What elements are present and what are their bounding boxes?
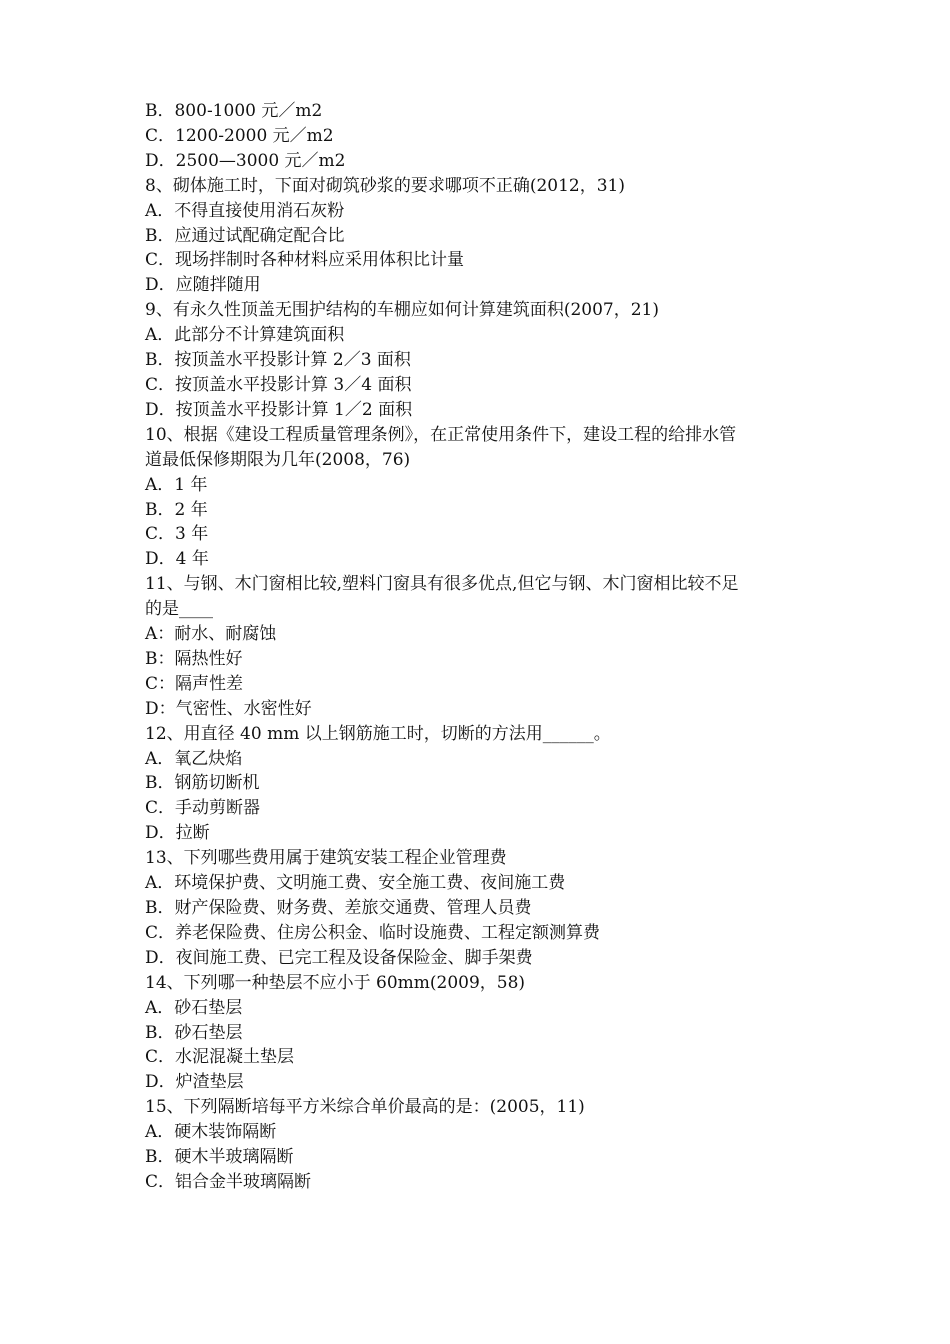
question-line: 8、砌体施工时，下面对砌筑砂浆的要求哪项不正确(2012，31) — [145, 175, 625, 196]
option-line: A．不得直接使用消石灰粉 — [145, 200, 345, 221]
option-line: C．1200-2000 元／m2 — [145, 125, 334, 146]
option-line: B．钢筋切断机 — [145, 773, 260, 794]
question-line: 11、与钢、木门窗相比较,塑料门窗具有很多优点,但它与钢、木门窗相比较不足 — [145, 574, 739, 595]
option-line: D．2500—3000 元／m2 — [145, 150, 346, 171]
option-line: A．1 年 — [145, 474, 208, 495]
option-line: A．氧乙炔焰 — [145, 748, 243, 769]
option-line: C：隔声性差 — [145, 673, 244, 694]
option-line: B．砂石垫层 — [145, 1022, 243, 1043]
option-line: C．铝合金半玻璃隔断 — [145, 1171, 312, 1192]
option-line: C．水泥混凝土垫层 — [145, 1047, 295, 1068]
option-line: A．砂石垫层 — [145, 997, 243, 1018]
option-line: C．3 年 — [145, 524, 209, 545]
option-line: A．此部分不计算建筑面积 — [145, 325, 345, 346]
option-line: D．按顶盖水平投影计算 1／2 面积 — [145, 399, 413, 420]
option-line: D．炉渣垫层 — [145, 1072, 244, 1093]
option-line: D．夜间施工费、已完工程及设备保险金、脚手架费 — [145, 947, 533, 968]
option-line: D．4 年 — [145, 549, 209, 570]
option-line: B：隔热性好 — [145, 648, 243, 669]
question-line: 15、下列隔断培每平方米综合单价最高的是：(2005，11) — [145, 1097, 585, 1118]
option-line: D：气密性、水密性好 — [145, 698, 312, 719]
option-line: B．800-1000 元／m2 — [145, 101, 323, 121]
option-line: B．应通过试配确定配合比 — [145, 225, 345, 246]
option-line: D．应随拌随用 — [145, 275, 261, 296]
option-line: D．拉断 — [145, 823, 210, 844]
question-line: 10、根据《建设工程质量管理条例》，在正常使用条件下，建设工程的给排水管 — [145, 424, 737, 445]
option-line: C．手动剪断器 — [145, 798, 261, 819]
option-line: C．按顶盖水平投影计算 3／4 面积 — [145, 374, 412, 395]
option-line: B．硬木半玻璃隔断 — [145, 1147, 294, 1168]
question-line: 道最低保修期限为几年(2008，76) — [145, 449, 411, 470]
question-line: 9、有永久性顶盖无围护结构的车棚应如何计算建筑面积(2007，21) — [145, 300, 659, 321]
option-line: C．现场拌制时各种材料应采用体积比计量 — [145, 250, 465, 271]
option-line: C．养老保险费、住房公积金、临时设施费、工程定额测算费 — [145, 922, 601, 943]
option-line: A．硬木装饰隔断 — [145, 1122, 277, 1143]
option-line: B．按顶盖水平投影计算 2／3 面积 — [145, 350, 411, 371]
question-line: 的是____ — [145, 599, 213, 620]
option-line: B．2 年 — [145, 499, 208, 520]
option-line: A．环境保护费、文明施工费、安全施工费、夜间施工费 — [145, 873, 566, 894]
option-line: B．财产保险费、财务费、差旅交通费、管理人员费 — [145, 898, 532, 918]
question-line: 12、用直径 40 mm 以上钢筋施工时，切断的方法用______。 — [145, 723, 611, 744]
document-page — [145, 99, 825, 1195]
option-line: A：耐水、耐腐蚀 — [145, 624, 277, 645]
question-line: 13、下列哪些费用属于建筑安装工程企业管理费 — [145, 848, 507, 869]
question-line: 14、下列哪一种垫层不应小于 60mm(2009，58) — [145, 972, 526, 993]
